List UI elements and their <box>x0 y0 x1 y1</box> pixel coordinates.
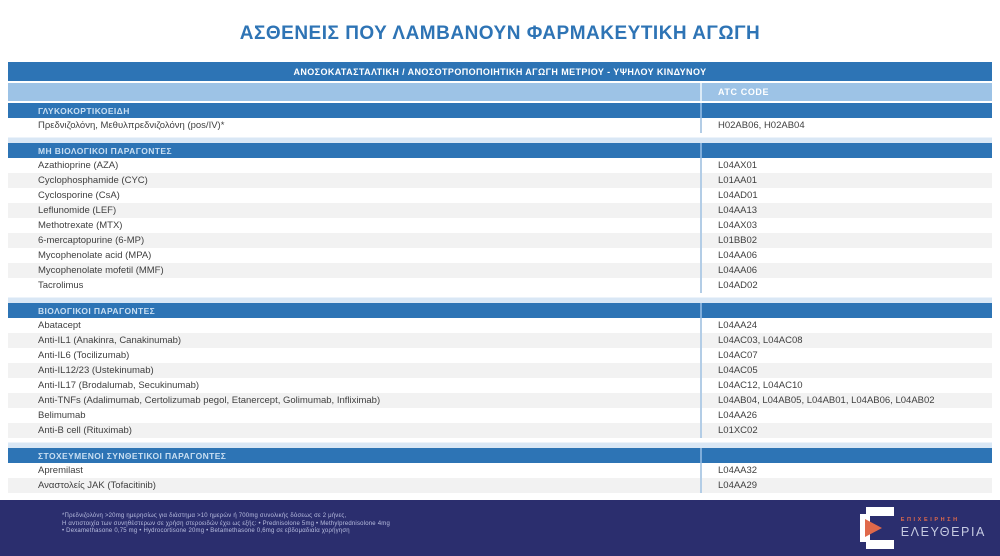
atc-code: L04AA29 <box>700 478 992 493</box>
drug-name: Anti-IL12/23 (Ustekinumab) <box>38 365 154 376</box>
atc-header-row <box>8 83 992 101</box>
table-row <box>8 348 992 363</box>
table-row <box>8 278 992 293</box>
section-gap <box>8 133 992 143</box>
atc-code: L04AX01 <box>700 158 992 173</box>
drug-name: Apremilast <box>38 465 83 476</box>
atc-code: L04AA06 <box>700 248 992 263</box>
section-header <box>8 303 992 318</box>
drug-name: Methotrexate (MTX) <box>38 220 123 231</box>
page-title: ΑΣΘΕΝΕΙΣ ΠΟΥ ΛΑΜΒΑΝΟΥΝ ΦΑΡΜΑΚΕΥΤΙΚΗ ΑΓΩΓΗ <box>239 23 761 44</box>
table-row <box>8 263 992 278</box>
atc-code: L04AX03 <box>700 218 992 233</box>
drug-name: Cyclosporine (CsA) <box>38 190 120 201</box>
section-title: ΣΤΟΧΕΥΜΕΝΟΙ ΣΥΝΘΕΤΙΚΟΙ ΠΑΡΑΓΟΝΤΕΣ <box>38 450 227 461</box>
atc-code: L04AA32 <box>700 463 992 478</box>
logo-text <box>901 517 986 539</box>
section-title: ΓΛΥΚΟΚΟΡΤΙΚΟΕΙΔΗ <box>38 105 130 116</box>
section-title: ΒΙΟΛΟΓΙΚΟΙ ΠΑΡΑΓΟΝΤΕΣ <box>38 305 156 316</box>
footnote <box>62 513 390 536</box>
table-row <box>8 173 992 188</box>
table-row <box>8 218 992 233</box>
table-row <box>8 118 992 133</box>
drug-name: Abatacept <box>38 320 81 331</box>
drug-name: Belimumab <box>38 410 86 421</box>
table-row <box>8 378 992 393</box>
atc-header-left-cell <box>8 83 700 101</box>
table-row <box>8 363 992 378</box>
table-row <box>8 423 992 438</box>
drug-name: Anti-B cell (Rituximab) <box>38 425 132 436</box>
sigma-logo-icon <box>860 507 894 549</box>
atc-code: L04AA13 <box>700 203 992 218</box>
drug-name: Cyclophosphamide (CYC) <box>38 175 148 186</box>
section-header-right-cell <box>700 143 992 158</box>
section-header-right-cell <box>700 448 992 463</box>
drug-name: Tacrolimus <box>38 280 84 291</box>
atc-code: L04AA26 <box>700 408 992 423</box>
table-row <box>8 318 992 333</box>
footnote-line-3: • Dexamethasone 0,75 mg • Hydrocortisone 20mg • Betamethasone 0,6mg σε εβδομαδιαία χορήγηση <box>62 528 350 534</box>
section-header-right-cell <box>700 103 992 118</box>
atc-code-column-header: ATC CODE <box>700 83 992 101</box>
atc-code: L04AA24 <box>700 318 992 333</box>
footer <box>0 500 1000 556</box>
table-row <box>8 478 992 493</box>
drug-name: Anti-IL1 (Anakinra, Canakinumab) <box>38 335 182 346</box>
logo <box>860 507 986 549</box>
atc-code: H02AB06, H02AB04 <box>700 118 992 133</box>
section-gap <box>8 438 992 448</box>
atc-code: L04AC07 <box>700 348 992 363</box>
drug-name: Anti-IL6 (Tocilizumab) <box>38 350 130 361</box>
logo-epixeirisi-text: ΕΠΙΧΕΙΡΗΣΗ <box>900 517 960 523</box>
atc-code: L01BB02 <box>700 233 992 248</box>
table-body <box>8 103 992 493</box>
table-row <box>8 188 992 203</box>
table-row <box>8 408 992 423</box>
logo-eleftheria-text: ΕΛΕΥΘΕΡΙΑ <box>900 525 986 539</box>
drug-name: Mycophenolate acid (MPA) <box>38 250 152 261</box>
atc-code: L04AB04, L04AB05, L04AB01, L04AB06, L04AB02 <box>700 393 992 408</box>
atc-code: L04AC05 <box>700 363 992 378</box>
section-gap <box>8 293 992 303</box>
section-header-right-cell <box>700 303 992 318</box>
atc-code: L04AC03, L04AC08 <box>700 333 992 348</box>
table-row <box>8 463 992 478</box>
atc-code: L04AD02 <box>700 278 992 293</box>
section-title: ΜΗ ΒΙΟΛΟΓΙΚΟΙ ΠΑΡΑΓΟΝΤΕΣ <box>38 145 172 156</box>
drug-name: Πρεδνιζολόνη, Μεθυλπρεδνιζολόνη (pos/IV)* <box>38 120 225 131</box>
table-row <box>8 233 992 248</box>
section-header <box>8 143 992 158</box>
table-row <box>8 333 992 348</box>
table-row <box>8 248 992 263</box>
atc-code: L01XC02 <box>700 423 992 438</box>
section-header <box>8 448 992 463</box>
section-header <box>8 103 992 118</box>
atc-code: L01AA01 <box>700 173 992 188</box>
table-row <box>8 393 992 408</box>
drug-name: Αναστολείς JAK (Tofacitinib) <box>38 480 156 491</box>
drug-name: Anti-TNFs (Adalimumab, Certolizumab pegol, Etanercept, Golimumab, Infliximab) <box>38 395 381 406</box>
drug-name: Mycophenolate mofetil (MMF) <box>38 265 164 276</box>
drug-name: Leflunomide (LEF) <box>38 205 117 216</box>
drug-name: 6-mercaptopurine (6-MP) <box>38 235 145 246</box>
atc-code: L04AC12, L04AC10 <box>700 378 992 393</box>
atc-code: L04AA06 <box>700 263 992 278</box>
table-row <box>8 203 992 218</box>
atc-code: L04AD01 <box>700 188 992 203</box>
table-header-bar: ΑΝΟΣΟΚΑΤΑΣΤΑΛΤΙΚΗ / ΑΝΟΣΟΤΡΟΠΟΠΟΙΗΤΙΚΗ ΑΓΩΓΗ ΜΕΤΡΙΟΥ - ΥΨΗΛΟΥ ΚΙΝΔΥΝΟΥ <box>8 62 992 81</box>
footnote-line-1: *Πρεδνιζολόνη >20mg ημερησίως για διάστημα >10 ημερών ή 700mg συνολικής δόσεως σε 2 μήνες, <box>62 513 347 519</box>
drug-name: Anti-IL17 (Brodalumab, Secukinumab) <box>38 380 200 391</box>
table-row <box>8 158 992 173</box>
footnote-line-2: Η αντιστοιχία των συνηθέστερων σε χρήση στεροειδών έχει ως εξής: • Prednisolone 5mg • Methylprednisolone 4mg <box>62 520 390 527</box>
drug-name: Azathioprine (AZA) <box>38 160 119 171</box>
medication-table <box>8 62 992 493</box>
